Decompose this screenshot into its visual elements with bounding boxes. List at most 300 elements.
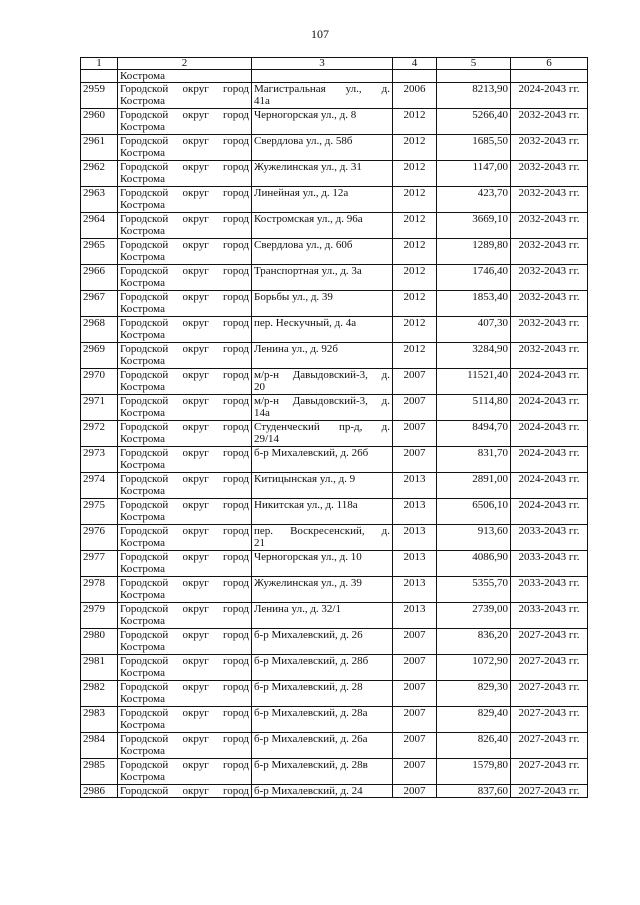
cell-area: 8213,90 bbox=[437, 83, 511, 109]
cell-year: 2013 bbox=[393, 551, 437, 577]
cell-owner bbox=[118, 83, 252, 109]
cell-number: 2969 bbox=[81, 343, 118, 369]
cell-year: 2007 bbox=[393, 421, 437, 447]
cell-area: 826,40 bbox=[437, 733, 511, 759]
table-row bbox=[81, 447, 588, 473]
owner-line-2: Кострома bbox=[120, 563, 165, 575]
cell-owner bbox=[118, 395, 252, 421]
cell-owner bbox=[118, 343, 252, 369]
owner-line-2: Кострома bbox=[120, 485, 165, 497]
owner-line-2: Кострома bbox=[120, 225, 165, 237]
column-header: 5 bbox=[437, 58, 511, 70]
address-line-1: Китицынская ул., д. 9 bbox=[254, 473, 356, 485]
cell-address bbox=[252, 707, 393, 733]
address-line-1: Транспортная ул., д. 3а bbox=[254, 265, 362, 277]
owner-line-2: Кострома bbox=[120, 121, 165, 133]
table-row bbox=[81, 421, 588, 447]
cell-period: 2032-2043 гг. bbox=[511, 239, 588, 265]
cell-owner bbox=[118, 135, 252, 161]
table-row bbox=[81, 213, 588, 239]
cell-year: 2007 bbox=[393, 655, 437, 681]
owner-line-1: Городской округ город bbox=[120, 447, 249, 459]
owner-line-2: Кострома bbox=[120, 329, 165, 341]
cell-area: 1289,80 bbox=[437, 239, 511, 265]
cell-area: 5266,40 bbox=[437, 109, 511, 135]
owner-line-1: Городской округ город bbox=[120, 707, 249, 719]
cell-area: 11521,40 bbox=[437, 369, 511, 395]
address-line-1: Ленина ул., д. 32/1 bbox=[254, 603, 341, 615]
cell-owner bbox=[118, 239, 252, 265]
address-line-1: Магистральная ул., д. bbox=[254, 83, 390, 95]
cell-owner bbox=[118, 109, 252, 135]
owner-line-1: Городской округ город bbox=[120, 83, 249, 95]
table-row bbox=[81, 785, 588, 798]
owner-line-2: Кострома bbox=[120, 615, 165, 627]
cell-number: 2978 bbox=[81, 577, 118, 603]
cell-year: 2012 bbox=[393, 317, 437, 343]
cell-year: 2012 bbox=[393, 343, 437, 369]
cell-address bbox=[252, 70, 393, 83]
cell-address bbox=[252, 421, 393, 447]
cell-address bbox=[252, 135, 393, 161]
cell-area: 5355,70 bbox=[437, 577, 511, 603]
cell-year: 2007 bbox=[393, 369, 437, 395]
address-line-1: пер. Воскресенский, д. bbox=[254, 525, 390, 537]
table-row bbox=[81, 707, 588, 733]
owner-line-2: Кострома bbox=[120, 693, 165, 705]
cell-number: 2977 bbox=[81, 551, 118, 577]
cell-owner bbox=[118, 291, 252, 317]
table-row bbox=[81, 317, 588, 343]
cell-year: 2013 bbox=[393, 499, 437, 525]
column-header: 3 bbox=[252, 58, 393, 70]
table-row bbox=[81, 239, 588, 265]
table-row bbox=[81, 369, 588, 395]
owner-line-2: Кострома bbox=[120, 95, 165, 107]
cell-year: 2012 bbox=[393, 213, 437, 239]
address-line-1: Свердлова ул., д. 60б bbox=[254, 239, 353, 251]
cell-period: 2032-2043 гг. bbox=[511, 187, 588, 213]
address-line-1: б-р Михалевский, д. 26б bbox=[254, 447, 369, 459]
cell-year: 2007 bbox=[393, 395, 437, 421]
owner-line-2: Кострома bbox=[120, 199, 165, 211]
table-row bbox=[81, 733, 588, 759]
cell-owner bbox=[118, 785, 252, 798]
cell-address bbox=[252, 161, 393, 187]
owner-line-2: Кострома bbox=[120, 277, 165, 289]
address-line-1: Ленина ул., д. 92б bbox=[254, 343, 339, 355]
address-line-1: Черногорская ул., д. 8 bbox=[254, 109, 357, 121]
address-line-1: б-р Михалевский, д. 28в bbox=[254, 759, 368, 771]
owner-line-1: Городской округ город bbox=[120, 733, 249, 745]
owner-line-2: Кострома bbox=[120, 589, 165, 601]
table-row bbox=[81, 161, 588, 187]
table-row bbox=[81, 629, 588, 655]
page-number: 107 bbox=[311, 27, 329, 41]
cell-area: 407,30 bbox=[437, 317, 511, 343]
cell-area: 913,60 bbox=[437, 525, 511, 551]
cell-number: 2984 bbox=[81, 733, 118, 759]
address-line-1: м/р-н Давыдовский-3, д. bbox=[254, 395, 390, 407]
cell-number: 2975 bbox=[81, 499, 118, 525]
owner-line-1: Городской округ город bbox=[120, 785, 249, 797]
cell-address bbox=[252, 343, 393, 369]
cell-period: 2032-2043 гг. bbox=[511, 343, 588, 369]
cell-number: 2961 bbox=[81, 135, 118, 161]
cell-year: 2007 bbox=[393, 759, 437, 785]
owner-line-1: Городской округ город bbox=[120, 655, 249, 667]
table-row bbox=[81, 83, 588, 109]
cell-owner bbox=[118, 603, 252, 629]
cell-owner bbox=[118, 473, 252, 499]
cell-area: 837,60 bbox=[437, 785, 511, 798]
column-header: 4 bbox=[393, 58, 437, 70]
cell-owner bbox=[118, 317, 252, 343]
cell-owner bbox=[118, 551, 252, 577]
cell-owner bbox=[118, 447, 252, 473]
cell-owner bbox=[118, 187, 252, 213]
table-row bbox=[81, 499, 588, 525]
cell-period: 2024-2043 гг. bbox=[511, 369, 588, 395]
cell-number: 2964 bbox=[81, 213, 118, 239]
cell-address bbox=[252, 577, 393, 603]
address-line-1: пер. Нескучный, д. 4а bbox=[254, 317, 357, 329]
owner-line-2: Кострома bbox=[120, 173, 165, 185]
cell-number: 2965 bbox=[81, 239, 118, 265]
address-line-2: 21 bbox=[254, 537, 265, 549]
address-line-1: Жужелинская ул., д. 31 bbox=[254, 161, 362, 173]
cell-period: 2024-2043 гг. bbox=[511, 421, 588, 447]
owner-line-2: Кострома bbox=[120, 355, 165, 367]
address-line-2: 14а bbox=[254, 407, 270, 419]
table-row bbox=[81, 135, 588, 161]
cell-period: 2032-2043 гг. bbox=[511, 135, 588, 161]
cell-period: 2032-2043 гг. bbox=[511, 213, 588, 239]
cell-address bbox=[252, 83, 393, 109]
owner-line-2: Кострома bbox=[120, 147, 165, 159]
cell-area: 3284,90 bbox=[437, 343, 511, 369]
cell-address bbox=[252, 187, 393, 213]
owner-line-1: Городской округ город bbox=[120, 239, 249, 251]
cell-owner bbox=[118, 577, 252, 603]
table-row bbox=[81, 265, 588, 291]
owner-line-1: Городской округ город bbox=[120, 473, 249, 485]
cell-area: 8494,70 bbox=[437, 421, 511, 447]
cell-area bbox=[437, 70, 511, 83]
table-row bbox=[81, 109, 588, 135]
owner-line-1: Городской округ город bbox=[120, 681, 249, 693]
cell-owner bbox=[118, 265, 252, 291]
cell-year: 2012 bbox=[393, 291, 437, 317]
cell-year: 2006 bbox=[393, 83, 437, 109]
cell-number: 2970 bbox=[81, 369, 118, 395]
table-row bbox=[81, 681, 588, 707]
cell-address bbox=[252, 525, 393, 551]
cell-address bbox=[252, 317, 393, 343]
cell-year: 2013 bbox=[393, 473, 437, 499]
cell-address bbox=[252, 681, 393, 707]
owner-line-2: Кострома bbox=[120, 771, 165, 783]
cell-period: 2024-2043 гг. bbox=[511, 473, 588, 499]
cell-owner bbox=[118, 629, 252, 655]
address-line-1: Жужелинская ул., д. 39 bbox=[254, 577, 362, 589]
cell-period: 2033-2043 гг. bbox=[511, 603, 588, 629]
owner-line-1: Городской округ город bbox=[120, 551, 249, 563]
cell-owner bbox=[118, 525, 252, 551]
address-line-1: м/р-н Давыдовский-3, д. bbox=[254, 369, 390, 381]
cell-number: 2967 bbox=[81, 291, 118, 317]
owner-line-1: Городской округ город bbox=[120, 577, 249, 589]
table-row bbox=[81, 551, 588, 577]
cell-period: 2033-2043 гг. bbox=[511, 551, 588, 577]
cell-address bbox=[252, 655, 393, 681]
cell-period: 2032-2043 гг. bbox=[511, 161, 588, 187]
cell-number: 2980 bbox=[81, 629, 118, 655]
table-row bbox=[81, 473, 588, 499]
cell-year: 2012 bbox=[393, 265, 437, 291]
cell-area: 1685,50 bbox=[437, 135, 511, 161]
cell-address bbox=[252, 447, 393, 473]
cell-period: 2032-2043 гг. bbox=[511, 291, 588, 317]
cell-number: 2962 bbox=[81, 161, 118, 187]
owner-line-2: Кострома bbox=[120, 251, 165, 263]
cell-year: 2007 bbox=[393, 681, 437, 707]
owner-line-2: Кострома bbox=[120, 407, 165, 419]
cell-area: 2891,00 bbox=[437, 473, 511, 499]
cell-number: 2982 bbox=[81, 681, 118, 707]
owner-line-2: Кострома bbox=[120, 745, 165, 757]
cell-year: 2013 bbox=[393, 577, 437, 603]
cell-period: 2024-2043 гг. bbox=[511, 83, 588, 109]
cell-address bbox=[252, 213, 393, 239]
owner-line-1: Городской округ город bbox=[120, 187, 249, 199]
cell-period: 2027-2043 гг. bbox=[511, 785, 588, 798]
address-line-1: Никитская ул., д. 118а bbox=[254, 499, 358, 511]
address-line-2: 20 bbox=[254, 381, 265, 393]
owner-line-1: Городской округ город bbox=[120, 629, 249, 641]
address-line-1: б-р Михалевский, д. 28б bbox=[254, 655, 369, 667]
owner-line-1: Городской округ город bbox=[120, 291, 249, 303]
cell-period: 2027-2043 гг. bbox=[511, 707, 588, 733]
owner-line-1: Городской округ город bbox=[120, 525, 249, 537]
cell-year: 2007 bbox=[393, 707, 437, 733]
cell-number: 2979 bbox=[81, 603, 118, 629]
cell-year: 2007 bbox=[393, 733, 437, 759]
cell-period: 2027-2043 гг. bbox=[511, 629, 588, 655]
cell-period: 2032-2043 гг. bbox=[511, 317, 588, 343]
cell-number: 2963 bbox=[81, 187, 118, 213]
column-header: 6 bbox=[511, 58, 588, 70]
owner-line-1: Городской округ город bbox=[120, 317, 249, 329]
address-line-1: Студенческий пр-д, д. bbox=[254, 421, 390, 433]
cell-period: 2027-2043 гг. bbox=[511, 681, 588, 707]
cell-number: 2971 bbox=[81, 395, 118, 421]
table-row bbox=[81, 759, 588, 785]
cell-address bbox=[252, 551, 393, 577]
cell-owner: Кострома bbox=[118, 70, 252, 83]
continuation-row bbox=[81, 70, 588, 83]
cell-period bbox=[511, 70, 588, 83]
table-row bbox=[81, 291, 588, 317]
cell-number: 2966 bbox=[81, 265, 118, 291]
cell-period: 2033-2043 гг. bbox=[511, 577, 588, 603]
cell-area: 1746,40 bbox=[437, 265, 511, 291]
table-row bbox=[81, 395, 588, 421]
owner-line-2: Кострома bbox=[120, 303, 165, 315]
cell-address bbox=[252, 265, 393, 291]
cell-number bbox=[81, 70, 118, 83]
cell-period: 2033-2043 гг. bbox=[511, 525, 588, 551]
owner-line-1: Городской округ город bbox=[120, 343, 249, 355]
column-header: 2 bbox=[118, 58, 252, 70]
cell-owner bbox=[118, 733, 252, 759]
cell-period: 2027-2043 гг. bbox=[511, 655, 588, 681]
owner-line-1: Городской округ город bbox=[120, 759, 249, 771]
cell-area: 1147,00 bbox=[437, 161, 511, 187]
cell-number: 2973 bbox=[81, 447, 118, 473]
owner-line-1: Городской округ город bbox=[120, 603, 249, 615]
address-line-1: б-р Михалевский, д. 28 bbox=[254, 681, 363, 693]
address-line-2: 29/14 bbox=[254, 433, 280, 445]
cell-address bbox=[252, 369, 393, 395]
cell-owner bbox=[118, 499, 252, 525]
cell-period: 2032-2043 гг. bbox=[511, 109, 588, 135]
owner-line-1: Городской округ город bbox=[120, 161, 249, 173]
address-line-2: 41а bbox=[254, 95, 270, 107]
cell-owner bbox=[118, 213, 252, 239]
owner-line-2: Кострома bbox=[120, 433, 165, 445]
owner-line-1: Городской округ город bbox=[120, 135, 249, 147]
cell-number: 2972 bbox=[81, 421, 118, 447]
housing-registry-table bbox=[80, 57, 588, 798]
cell-year: 2012 bbox=[393, 239, 437, 265]
cell-area: 2739,00 bbox=[437, 603, 511, 629]
cell-number: 2968 bbox=[81, 317, 118, 343]
cell-address bbox=[252, 629, 393, 655]
cell-owner bbox=[118, 161, 252, 187]
cell-year: 2012 bbox=[393, 109, 437, 135]
table-row bbox=[81, 603, 588, 629]
cell-area: 3669,10 bbox=[437, 213, 511, 239]
cell-area: 836,20 bbox=[437, 629, 511, 655]
cell-area: 4086,90 bbox=[437, 551, 511, 577]
cell-year bbox=[393, 70, 437, 83]
cell-year: 2007 bbox=[393, 629, 437, 655]
cell-year: 2012 bbox=[393, 161, 437, 187]
owner-line-1: Городской округ город bbox=[120, 213, 249, 225]
cell-address bbox=[252, 109, 393, 135]
table-row bbox=[81, 655, 588, 681]
table-row bbox=[81, 525, 588, 551]
address-line-1: б-р Михалевский, д. 26а bbox=[254, 733, 368, 745]
owner-line-1: Городской округ город bbox=[120, 369, 249, 381]
address-line-1: б-р Михалевский, д. 26 bbox=[254, 629, 363, 641]
cell-period: 2027-2043 гг. bbox=[511, 759, 588, 785]
cell-address bbox=[252, 759, 393, 785]
cell-owner bbox=[118, 707, 252, 733]
cell-year: 2013 bbox=[393, 603, 437, 629]
column-number-row bbox=[81, 58, 588, 70]
cell-area: 829,40 bbox=[437, 707, 511, 733]
cell-area: 1072,90 bbox=[437, 655, 511, 681]
cell-year: 2013 bbox=[393, 525, 437, 551]
cell-address bbox=[252, 395, 393, 421]
address-line-1: Костромская ул., д. 96а bbox=[254, 213, 363, 225]
cell-owner bbox=[118, 369, 252, 395]
cell-number: 2976 bbox=[81, 525, 118, 551]
owner-line-2: Кострома bbox=[120, 667, 165, 679]
owner-line-1: Городской округ город bbox=[120, 265, 249, 277]
owner-line-1: Городской округ город bbox=[120, 109, 249, 121]
cell-period: 2024-2043 гг. bbox=[511, 499, 588, 525]
cell-owner bbox=[118, 421, 252, 447]
cell-address bbox=[252, 603, 393, 629]
owner-line-2: Кострома bbox=[120, 719, 165, 731]
cell-owner bbox=[118, 655, 252, 681]
cell-area: 1579,80 bbox=[437, 759, 511, 785]
owner-line-2: Кострома bbox=[120, 381, 165, 393]
cell-area: 423,70 bbox=[437, 187, 511, 213]
cell-period: 2027-2043 гг. bbox=[511, 733, 588, 759]
cell-number: 2983 bbox=[81, 707, 118, 733]
cell-address bbox=[252, 239, 393, 265]
cell-number: 2986 bbox=[81, 785, 118, 798]
cell-address bbox=[252, 499, 393, 525]
cell-year: 2012 bbox=[393, 187, 437, 213]
cell-number: 2959 bbox=[81, 83, 118, 109]
cell-number: 2960 bbox=[81, 109, 118, 135]
address-line-1: Свердлова ул., д. 58б bbox=[254, 135, 353, 147]
cell-area: 1853,40 bbox=[437, 291, 511, 317]
cell-owner bbox=[118, 681, 252, 707]
cell-address bbox=[252, 473, 393, 499]
table-row bbox=[81, 187, 588, 213]
address-line-1: Черногорская ул., д. 10 bbox=[254, 551, 362, 563]
cell-address bbox=[252, 291, 393, 317]
cell-area: 831,70 bbox=[437, 447, 511, 473]
table-row bbox=[81, 343, 588, 369]
owner-line-2: Кострома bbox=[120, 537, 165, 549]
cell-area: 5114,80 bbox=[437, 395, 511, 421]
owner-line-2: Кострома bbox=[120, 459, 165, 471]
cell-period: 2024-2043 гг. bbox=[511, 447, 588, 473]
cell-owner bbox=[118, 759, 252, 785]
owner-line-2: Кострома bbox=[120, 511, 165, 523]
column-header: 1 bbox=[81, 58, 118, 70]
owner-line-1: Городской округ город bbox=[120, 395, 249, 407]
owner-line-2: Кострома bbox=[120, 641, 165, 653]
table-row bbox=[81, 577, 588, 603]
cell-number: 2981 bbox=[81, 655, 118, 681]
owner-line-1: Городской округ город bbox=[120, 499, 249, 511]
address-line-1: Линейная ул., д. 12а bbox=[254, 187, 349, 199]
address-line-1: Борьбы ул., д. 39 bbox=[254, 291, 333, 303]
cell-year: 2007 bbox=[393, 447, 437, 473]
owner-line-1: Городской округ город bbox=[120, 421, 249, 433]
cell-year: 2007 bbox=[393, 785, 437, 798]
cell-number: 2985 bbox=[81, 759, 118, 785]
address-line-1: б-р Михалевский, д. 24 bbox=[254, 785, 363, 797]
cell-year: 2012 bbox=[393, 135, 437, 161]
cell-address bbox=[252, 785, 393, 798]
cell-area: 6506,10 bbox=[437, 499, 511, 525]
cell-area: 829,30 bbox=[437, 681, 511, 707]
cell-period: 2024-2043 гг. bbox=[511, 395, 588, 421]
cell-number: 2974 bbox=[81, 473, 118, 499]
cell-period: 2032-2043 гг. bbox=[511, 265, 588, 291]
cell-address bbox=[252, 733, 393, 759]
address-line-1: б-р Михалевский, д. 28а bbox=[254, 707, 368, 719]
